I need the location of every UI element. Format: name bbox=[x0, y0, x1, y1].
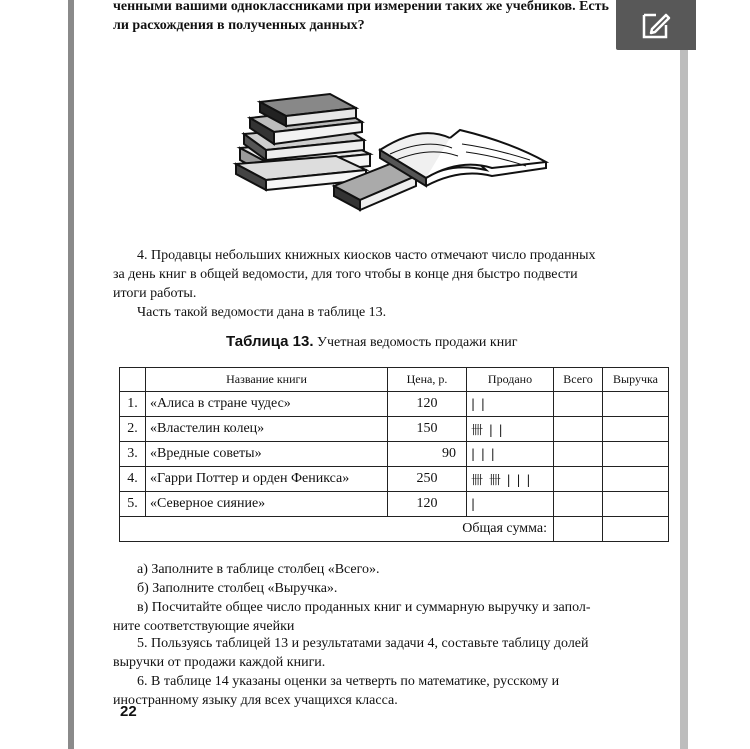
table-row bbox=[120, 392, 669, 417]
table-caption-label: Таблица 13. bbox=[226, 333, 314, 350]
edit-icon bbox=[640, 9, 672, 41]
sales-ledger-table bbox=[119, 367, 669, 542]
total-cell[interactable] bbox=[554, 417, 603, 442]
top-text-line-1: ченными вашими одноклассниками при измерении таких же учебников. Есть bbox=[113, 0, 609, 14]
header-revenue: Выручка bbox=[603, 368, 669, 392]
total-cell[interactable] bbox=[554, 492, 603, 517]
question-v-line-1: в) Посчитайте общее число проданных книг и суммарную выручку и запол- bbox=[137, 600, 591, 615]
task4-line-2: за день книг в общей ведомости, для того чтобы в конце дня быстро подвести bbox=[113, 267, 578, 282]
tally-marks: | | | bbox=[467, 442, 554, 467]
question-v-line-2: ните соответствующие ячейки bbox=[113, 619, 295, 634]
book-price: 120 bbox=[388, 492, 467, 517]
book-price: 120 bbox=[388, 392, 467, 417]
book-title: «Властелин колец» bbox=[146, 417, 388, 442]
row-number: 4. bbox=[120, 467, 146, 492]
revenue-cell[interactable] bbox=[603, 467, 669, 492]
task4-line-1: 4. Продавцы небольших книжных киосков часто отмечают число проданных bbox=[137, 248, 596, 263]
top-text-line-2: ли расхождения в полученных данных? bbox=[113, 18, 365, 33]
book-title: «Вредные советы» bbox=[146, 442, 388, 467]
table-caption-title: Учетная ведомость продажи книг bbox=[317, 335, 518, 350]
question-a: а) Заполните в таблице столбец «Всего». bbox=[137, 562, 380, 577]
tally-marks: | bbox=[467, 492, 554, 517]
header-price: Цена, р. bbox=[388, 368, 467, 392]
task4-line-3: итоги работы. bbox=[113, 286, 197, 301]
table-row bbox=[120, 442, 669, 467]
task5-line-1: 5. Пользуясь таблицей 13 и результатами задачи 4, составьте таблицу долей bbox=[137, 636, 589, 651]
question-b: б) Заполните столбец «Выручка». bbox=[137, 581, 338, 596]
row-number: 3. bbox=[120, 442, 146, 467]
table-row bbox=[120, 417, 669, 442]
row-number: 1. bbox=[120, 392, 146, 417]
table-caption bbox=[226, 333, 517, 351]
header-title: Название книги bbox=[146, 368, 388, 392]
header-total: Всего bbox=[554, 368, 603, 392]
task4-line-4: Часть такой ведомости дана в таблице 13. bbox=[137, 305, 387, 320]
revenue-cell[interactable] bbox=[603, 492, 669, 517]
tally-marks: | | bbox=[467, 392, 554, 417]
edit-button[interactable] bbox=[616, 0, 696, 50]
task5-line-2: выручки от продажи каждой книги. bbox=[113, 655, 326, 670]
book-title: «Гарри Поттер и орден Феникса» bbox=[146, 467, 388, 492]
revenue-cell[interactable] bbox=[603, 442, 669, 467]
total-cell[interactable] bbox=[554, 442, 603, 467]
table-row bbox=[120, 467, 669, 492]
book-price: 250 bbox=[388, 467, 467, 492]
row-number: 2. bbox=[120, 417, 146, 442]
sum-revenue-cell[interactable] bbox=[603, 517, 669, 542]
page-number: 22 bbox=[120, 703, 137, 720]
book-title: «Алиса в стране чудес» bbox=[146, 392, 388, 417]
sum-total-cell[interactable] bbox=[554, 517, 603, 542]
table-row bbox=[120, 492, 669, 517]
table-sum-row bbox=[120, 517, 669, 542]
row-number: 5. bbox=[120, 492, 146, 517]
table-header-row bbox=[120, 368, 669, 392]
header-number bbox=[120, 368, 146, 392]
tally-marks: 卌 卌 | | | bbox=[467, 467, 554, 492]
task6-line-2: иностранному языку для всех учащихся класса. bbox=[113, 693, 398, 708]
sum-label: Общая сумма: bbox=[120, 517, 554, 542]
books-illustration bbox=[230, 78, 550, 238]
book-price: 150 bbox=[388, 417, 467, 442]
book-price: 90 bbox=[388, 442, 467, 467]
total-cell[interactable] bbox=[554, 392, 603, 417]
tally-marks: 卌 | | bbox=[467, 417, 554, 442]
revenue-cell[interactable] bbox=[603, 392, 669, 417]
book-title: «Северное сияние» bbox=[146, 492, 388, 517]
task6-line-1: 6. В таблице 14 указаны оценки за четверть по математике, русскому и bbox=[137, 674, 560, 689]
total-cell[interactable] bbox=[554, 467, 603, 492]
header-sold: Продано bbox=[467, 368, 554, 392]
viewer-frame-right bbox=[680, 0, 688, 749]
revenue-cell[interactable] bbox=[603, 417, 669, 442]
